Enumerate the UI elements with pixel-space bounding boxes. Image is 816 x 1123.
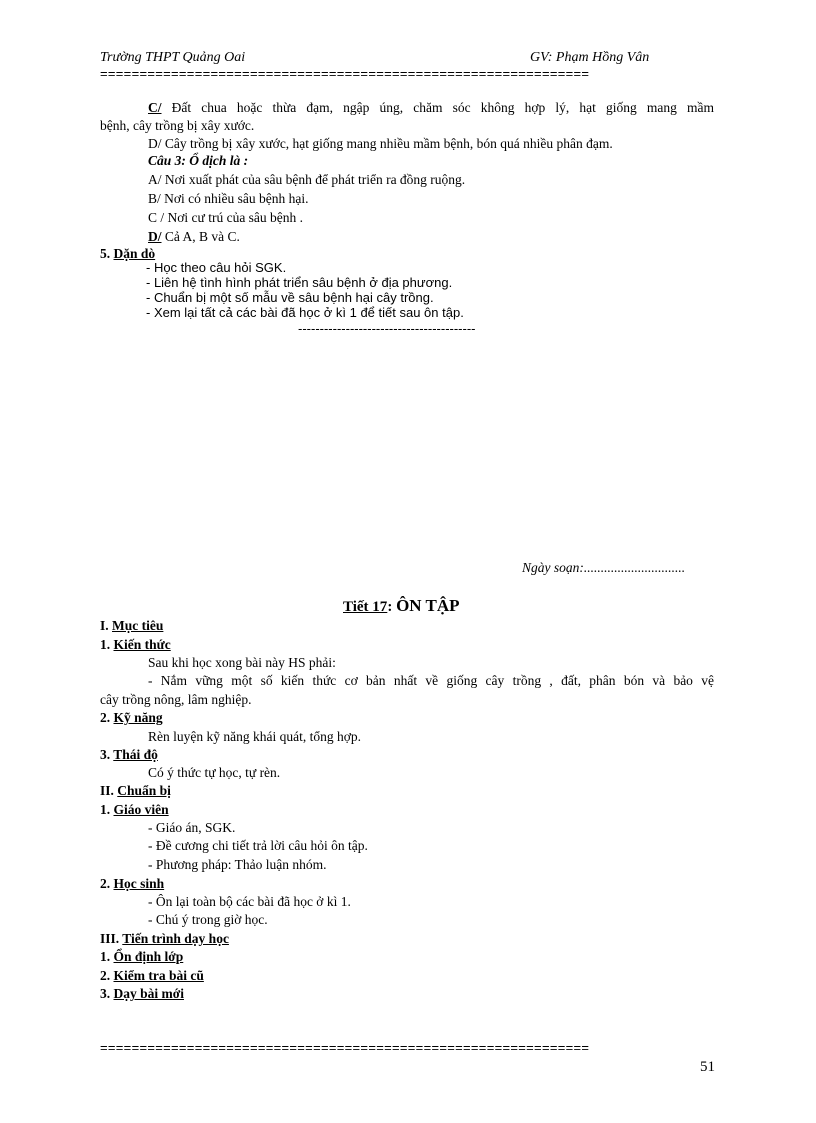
homework-item: - Học theo câu hỏi SGK. — [146, 260, 287, 275]
teacher-item: - Giáo án, SGK. — [148, 820, 236, 835]
lesson-name: ÔN TẬP — [396, 596, 460, 615]
teacher-item: - Phương pháp: Thảo luận nhóm. — [148, 857, 327, 872]
section-objectives: I. Mục tiêu — [100, 618, 164, 633]
heading-attitude: 3. Thái độ — [100, 747, 158, 762]
teacher-name: GV: Phạm Hồng Vân — [530, 50, 650, 65]
homework-item: - Liên hệ tình hình phát triển sâu bệnh ở địa phương. — [146, 275, 453, 290]
option-b: B/ Nơi có nhiều sâu bệnh hại. — [148, 191, 309, 206]
heading-class-order: 1. Ổn định lớp — [100, 949, 184, 964]
option-a: A/ Nơi xuất phát của sâu bệnh để phát triển ra đồng ruộng. — [148, 172, 466, 187]
option-d-label: D/ — [148, 229, 162, 244]
answer-c-label: C/ — [148, 100, 162, 115]
knowledge-line2: cây trồng nông, lâm nghiệp. — [100, 692, 252, 707]
option-d — [148, 229, 240, 245]
option-d-text: Cả A, B và C. — [161, 229, 240, 244]
heading-skills: 2. Kỹ năng — [100, 710, 163, 725]
header-rule: ============================================================== — [100, 66, 590, 81]
skills-text: Rèn luyện kỹ năng khái quát, tổng hợp. — [148, 729, 361, 744]
attitude-text: Có ý thức tự học, tự rèn. — [148, 765, 281, 780]
question-3: Câu 3: Ổ dịch là : — [148, 153, 249, 168]
footer-rule: ============================================================== — [100, 1040, 590, 1055]
heading-students: 2. Học sinh — [100, 876, 165, 891]
lesson-title: Tiết 17: ÔN TẬP — [343, 596, 460, 615]
heading-knowledge: 1. Kiến thức — [100, 637, 171, 652]
page-number: 51 — [700, 1059, 715, 1075]
heading-review: 2. Kiểm tra bài cũ — [100, 968, 204, 983]
lesson-number: Tiết 17 — [343, 599, 388, 615]
heading-new-lesson: 3. Dạy bài mới — [100, 986, 184, 1001]
section-divider: ----------------------------------------- — [298, 321, 476, 336]
student-item: - Chú ý trong giờ học. — [148, 912, 268, 927]
answer-c-line2: bệnh, cây trồng bị xây xước. — [100, 118, 255, 133]
answer-c-text: Đất chua hoặc thừa đạm, ngập úng, chăm sóc không hợp lý, hạt giống mang mầm — [171, 100, 715, 115]
homework-item: - Chuẩn bị một số mẫu về sâu bệnh hại cây trồng. — [146, 290, 434, 305]
homework-num: 5. — [100, 246, 111, 261]
prep-date: Ngày soạn:.............................. — [522, 560, 686, 575]
heading-teacher: 1. Giáo viên — [100, 802, 169, 817]
knowledge-line1: - Nắm vững một số kiến thức cơ bản nhất về giống cây trồng , đất, phân bón và bảo vệ — [148, 673, 714, 688]
section-process: III. Tiến trình dạy học — [100, 931, 229, 946]
homework-title: Dặn dò — [113, 246, 156, 261]
answer-d-line: D/ Cây trồng bị xây xước, hạt giống mang nhiều mầm bệnh, bón quá nhiều phân đạm. — [148, 136, 613, 151]
section-preparation: II. Chuẩn bị — [100, 783, 171, 798]
option-c: C / Nơi cư trú của sâu bệnh . — [148, 210, 304, 225]
school-name: Trường THPT Quảng Oai — [100, 50, 246, 65]
knowledge-intro: Sau khi học xong bài này HS phải: — [148, 655, 336, 670]
teacher-item: - Đề cương chi tiết trả lời câu hỏi ôn tập. — [148, 838, 368, 853]
homework-item: - Xem lại tất cả các bài đã học ở kì 1 để tiết sau ôn tập. — [146, 305, 464, 320]
student-item: - Ôn lại toàn bộ các bài đã học ở kì 1. — [148, 894, 351, 909]
answer-c-line1 — [148, 100, 714, 116]
